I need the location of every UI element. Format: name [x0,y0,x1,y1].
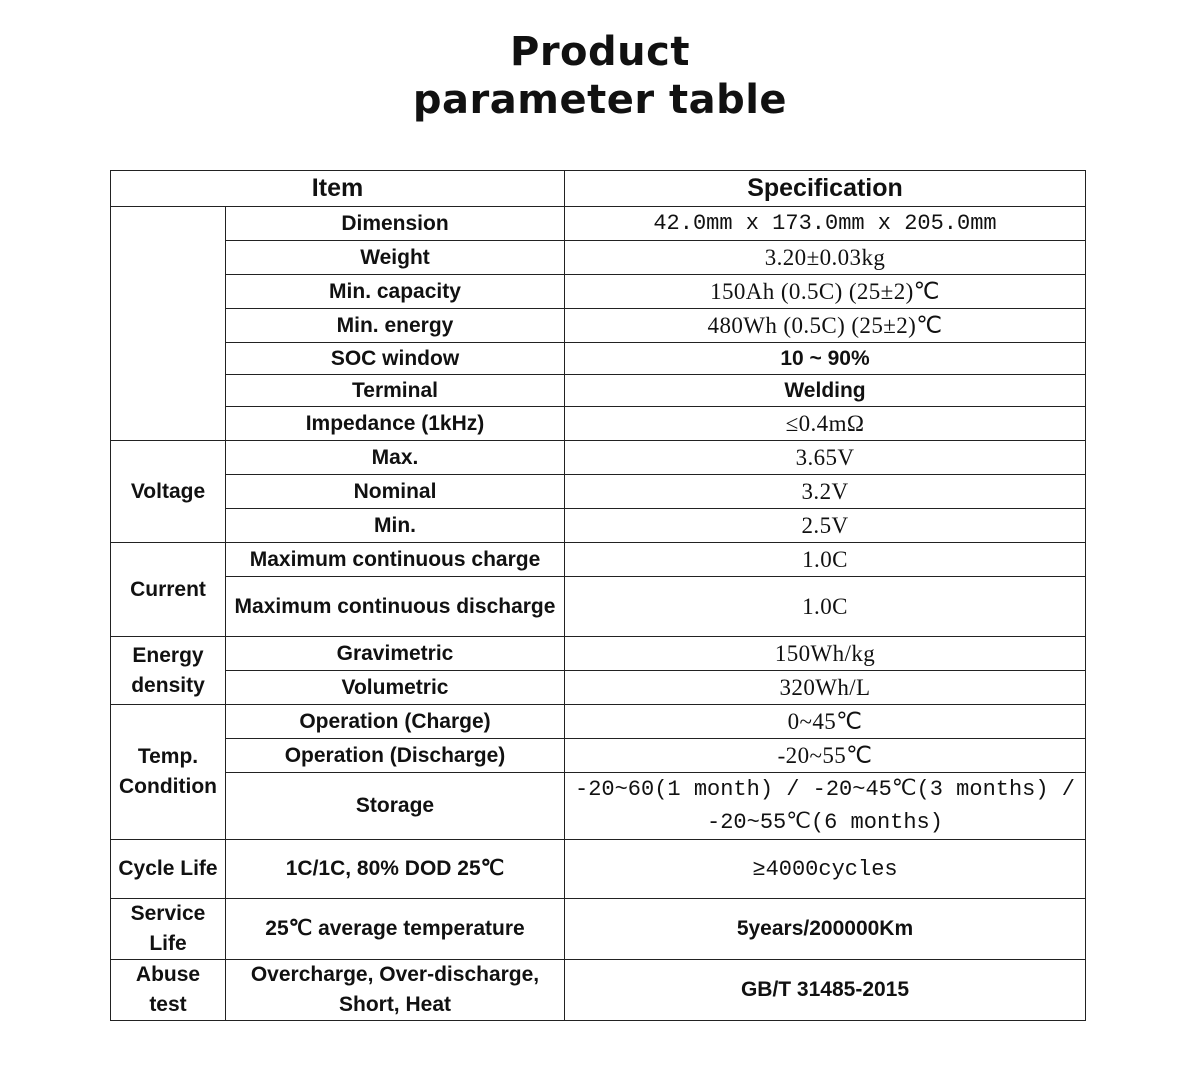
table-row [111,375,1086,407]
header-specification: Specification [565,171,1086,207]
item-voltage-max: Max. [226,441,565,475]
category-general [111,207,226,441]
spec-voltage-max: 3.65V [565,441,1086,475]
item-operation-charge: Operation (Charge) [226,705,565,739]
item-min-energy: Min. energy [226,309,565,343]
item-max-continuous-discharge: Maximum continuous discharge [226,577,565,637]
item-weight: Weight [226,241,565,275]
parameter-table [110,170,1086,1021]
category-voltage: Voltage [111,441,226,543]
spec-storage: -20~60(1 month) / -20~45℃(3 months) / -20~55℃(6 months) [565,773,1086,840]
item-max-continuous-charge: Maximum continuous charge [226,543,565,577]
category-service-life: Service Life [111,899,226,960]
item-impedance: Impedance (1kHz) [226,407,565,441]
category-current: Current [111,543,226,637]
table-row [111,705,1086,739]
spec-weight: 3.20±0.03kg [565,241,1086,275]
item-storage: Storage [226,773,565,840]
header-item: Item [111,171,565,207]
category-energy-density: Energy density [111,637,226,705]
table-row [111,241,1086,275]
table-row [111,637,1086,671]
spec-voltage-nominal: 3.2V [565,475,1086,509]
spec-volumetric: 320Wh/L [565,671,1086,705]
table-row [111,509,1086,543]
spec-service-life: 5years/200000Km [565,899,1086,960]
category-temp-condition: Temp. Condition [111,705,226,840]
item-cycle-life: 1C/1C, 80% DOD 25℃ [226,840,565,899]
spec-min-capacity: 150Ah (0.5C) (25±2)℃ [565,275,1086,309]
table-header-row [111,171,1086,207]
spec-min-energy: 480Wh (0.5C) (25±2)℃ [565,309,1086,343]
item-volumetric: Volumetric [226,671,565,705]
item-voltage-nominal: Nominal [226,475,565,509]
spec-max-continuous-discharge: 1.0C [565,577,1086,637]
page-title-line-2: parameter table [412,77,788,123]
item-dimension: Dimension [226,207,565,241]
table-row [111,543,1086,577]
table-row [111,739,1086,773]
spec-abuse-test: GB/T 31485-2015 [565,960,1086,1021]
item-min-capacity: Min. capacity [226,275,565,309]
table-row [111,475,1086,509]
spec-impedance: ≤0.4mΩ [565,407,1086,441]
table-row [111,671,1086,705]
table-row [111,275,1086,309]
table-row [111,773,1086,840]
spec-soc-window: 10 ~ 90% [565,343,1086,375]
item-service-life: 25℃ average temperature [226,899,565,960]
item-soc-window: SOC window [226,343,565,375]
spec-operation-charge: 0~45℃ [565,705,1086,739]
table-row [111,407,1086,441]
category-cycle-life: Cycle Life [111,840,226,899]
item-operation-discharge: Operation (Discharge) [226,739,565,773]
page-title-line-1: Product [510,29,690,75]
table-row [111,207,1086,241]
spec-dimension: 42.0mm x 173.0mm x 205.0mm [565,207,1086,241]
page-title [0,28,1200,124]
table-row [111,840,1086,899]
item-terminal: Terminal [226,375,565,407]
item-gravimetric: Gravimetric [226,637,565,671]
table-row [111,343,1086,375]
spec-operation-discharge: -20~55℃ [565,739,1086,773]
spec-max-continuous-charge: 1.0C [565,543,1086,577]
spec-gravimetric: 150Wh/kg [565,637,1086,671]
item-abuse-test: Overcharge, Over-discharge, Short, Heat [226,960,565,1021]
table-row [111,960,1086,1021]
spec-terminal: Welding [565,375,1086,407]
table-row [111,577,1086,637]
category-abuse-test: Abuse test [111,960,226,1021]
table-row [111,441,1086,475]
spec-cycle-life: ≥4000cycles [565,840,1086,899]
table-row [111,899,1086,960]
table-row [111,309,1086,343]
spec-voltage-min: 2.5V [565,509,1086,543]
item-voltage-min: Min. [226,509,565,543]
